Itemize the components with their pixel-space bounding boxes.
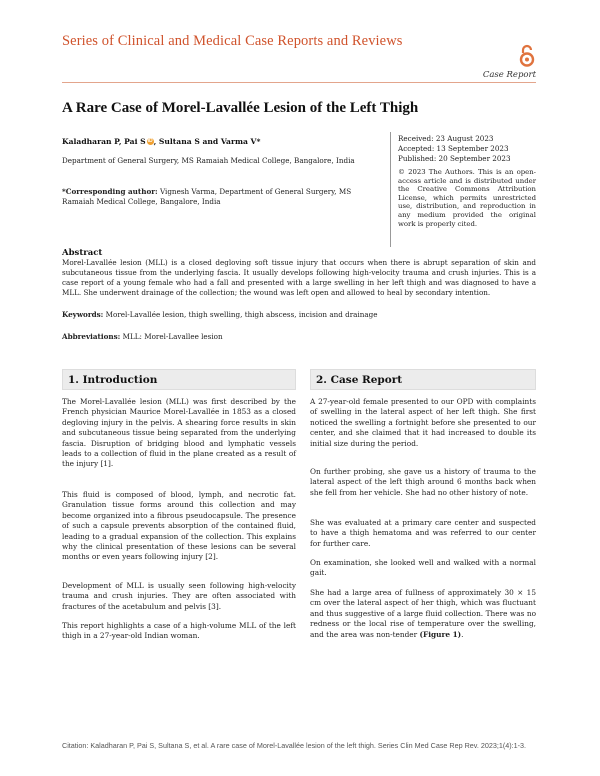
intro-column <box>62 621 296 642</box>
article-title: A Rare Case of Morel-Lavallée Lesion of the Left Thigh <box>62 100 419 116</box>
published-date: Published: 20 September 2023 <box>398 153 511 163</box>
case-column <box>310 518 536 549</box>
orcid-icon[interactable]: iD <box>147 138 153 144</box>
case-report-heading: 2. Case Report <box>310 369 536 390</box>
author-list <box>62 137 260 146</box>
authors-part-2: , Sultana S and Varma V* <box>153 137 261 146</box>
introduction-heading: 1. Introduction <box>62 369 296 390</box>
intro-paragraph: This report highlights a case of a high-volume MLL of the left thigh in a 27-year-old Indian woman. <box>62 621 296 641</box>
intro-paragraph: This fluid is composed of blood, lymph, and necrotic fat. Granulation tissue forms around this collection and may become organized into a fibrous pseudocapsule. The presence of such a capsule prevents absorption of the contained fluid, leading to a gradual expansion of the collection. This explains why the clinical presentation of these lesions can be several months or even years following injury [2]. <box>62 490 296 562</box>
intro-column <box>62 581 296 612</box>
corresponding-text: Vignesh Varma, Department of General Surgery, MS Ramaiah Medical College, Bangalore, India <box>62 187 352 206</box>
case-column <box>310 588 536 640</box>
figure-1-link[interactable]: (Figure 1) <box>419 629 462 639</box>
abstract-heading: Abstract <box>62 248 103 258</box>
case-column <box>310 467 536 498</box>
keywords-label: Keywords: <box>62 310 104 319</box>
abbreviations-text: MLL: Morel-Lavallee lesion <box>120 332 223 341</box>
case-paragraph: On further probing, she gave us a history of trauma to the lateral aspect of the left thigh around 6 months back when she fell from her vehicle. She had no other history of note. <box>310 467 536 497</box>
abbreviations <box>62 332 223 341</box>
intro-paragraph: Development of MLL is usually seen following high-velocity trauma and crush injuries. They are often associated with fractures of the acetabulum and pelvis [3]. <box>62 581 296 611</box>
citation-footer: Citation: Kaladharan P, Pai S, Sultana S, et al. A rare case of Morel-Lavallée lesion of the left thigh. Series Clin Med Case Rep Rev. 2023;1(4):1-3. <box>62 741 526 750</box>
authors-part-1: Kaladharan P, Pai S <box>62 137 146 146</box>
case-paragraph-end: . <box>461 629 464 639</box>
corresponding-author <box>62 187 380 207</box>
corresponding-label: *Corresponding author: <box>62 187 158 196</box>
license-statement: © 2023 The Authors. This is an open-access article and is distributed under the Creative Commons Attribution License, which permits unrestricted use, distribution, and reproduction in any medium provided the original work is properly cited. <box>398 168 536 228</box>
header-divider <box>62 82 536 83</box>
abbreviations-label: Abbreviations: <box>62 332 121 341</box>
open-access-icon <box>519 44 535 68</box>
case-paragraph: On examination, she looked well and walked with a normal gait. <box>310 558 536 578</box>
abstract-text: Morel-Lavallée lesion (MLL) is a closed degloving soft tissue injury that occurs when there is abrupt separation of skin and subcutaneous tissue from the underlying fascia. It usually develops following high-velocity trauma and crush injuries. This is a case report of a young female who had a fall and presented with a large swelling in her left thigh and was diagnosed to have a MLL. She underwent drainage of the collection; the wound was left open and allowed to heal by secondary intention. <box>62 258 536 297</box>
keywords <box>62 310 378 319</box>
publication-dates <box>398 134 511 163</box>
affiliation: Department of General Surgery, MS Ramaiah Medical College, Bangalore, India <box>62 156 355 165</box>
intro-column <box>62 490 296 563</box>
keywords-text: Morel-Lavallée lesion, thigh swelling, thigh abscess, incision and drainage <box>103 310 378 319</box>
case-paragraph: A 27-year-old female presented to our OPD with complaints of swelling in the lateral aspect of her left thigh. She first noticed the swelling a fortnight before she presented to our center, and she claimed that it had increased to double its initial size during the period. <box>310 397 536 448</box>
intro-paragraph: The Morel-Lavallée lesion (MLL) was first described by the French physician Maurice Morel-Lavallée in 1853 as a closed degloving injury in the pelvis. A shearing force results in skin and subcutaneous tissue being separated from the underlying fascia. Disruption of bridging blood and lymphatic vessels leads to a collection of fluid in the plane created as a result of the injury [1]. <box>62 397 296 469</box>
case-paragraph-text: She had a large area of fullness of approximately 30 × 15 cm over the lateral aspect of her thigh, which was fluctuant and thus suggestive of a large fluid collection. There was no redness or the local rise of temperature over the swelling, and the area was non-tender <box>310 588 536 639</box>
intro-column <box>62 397 296 470</box>
journal-name: Series of Clinical and Medical Case Reports and Reviews <box>62 33 403 49</box>
case-paragraph <box>310 588 536 640</box>
article-type: Case Report <box>482 70 536 80</box>
accepted-date: Accepted: 13 September 2023 <box>398 143 509 153</box>
case-paragraph: She was evaluated at a primary care center and suspected to have a thigh hematoma and was referred to our center for further care. <box>310 518 536 548</box>
received-date: Received: 23 August 2023 <box>398 134 494 143</box>
case-column <box>310 397 536 449</box>
sidebar-divider <box>390 132 391 247</box>
case-column <box>310 558 536 579</box>
